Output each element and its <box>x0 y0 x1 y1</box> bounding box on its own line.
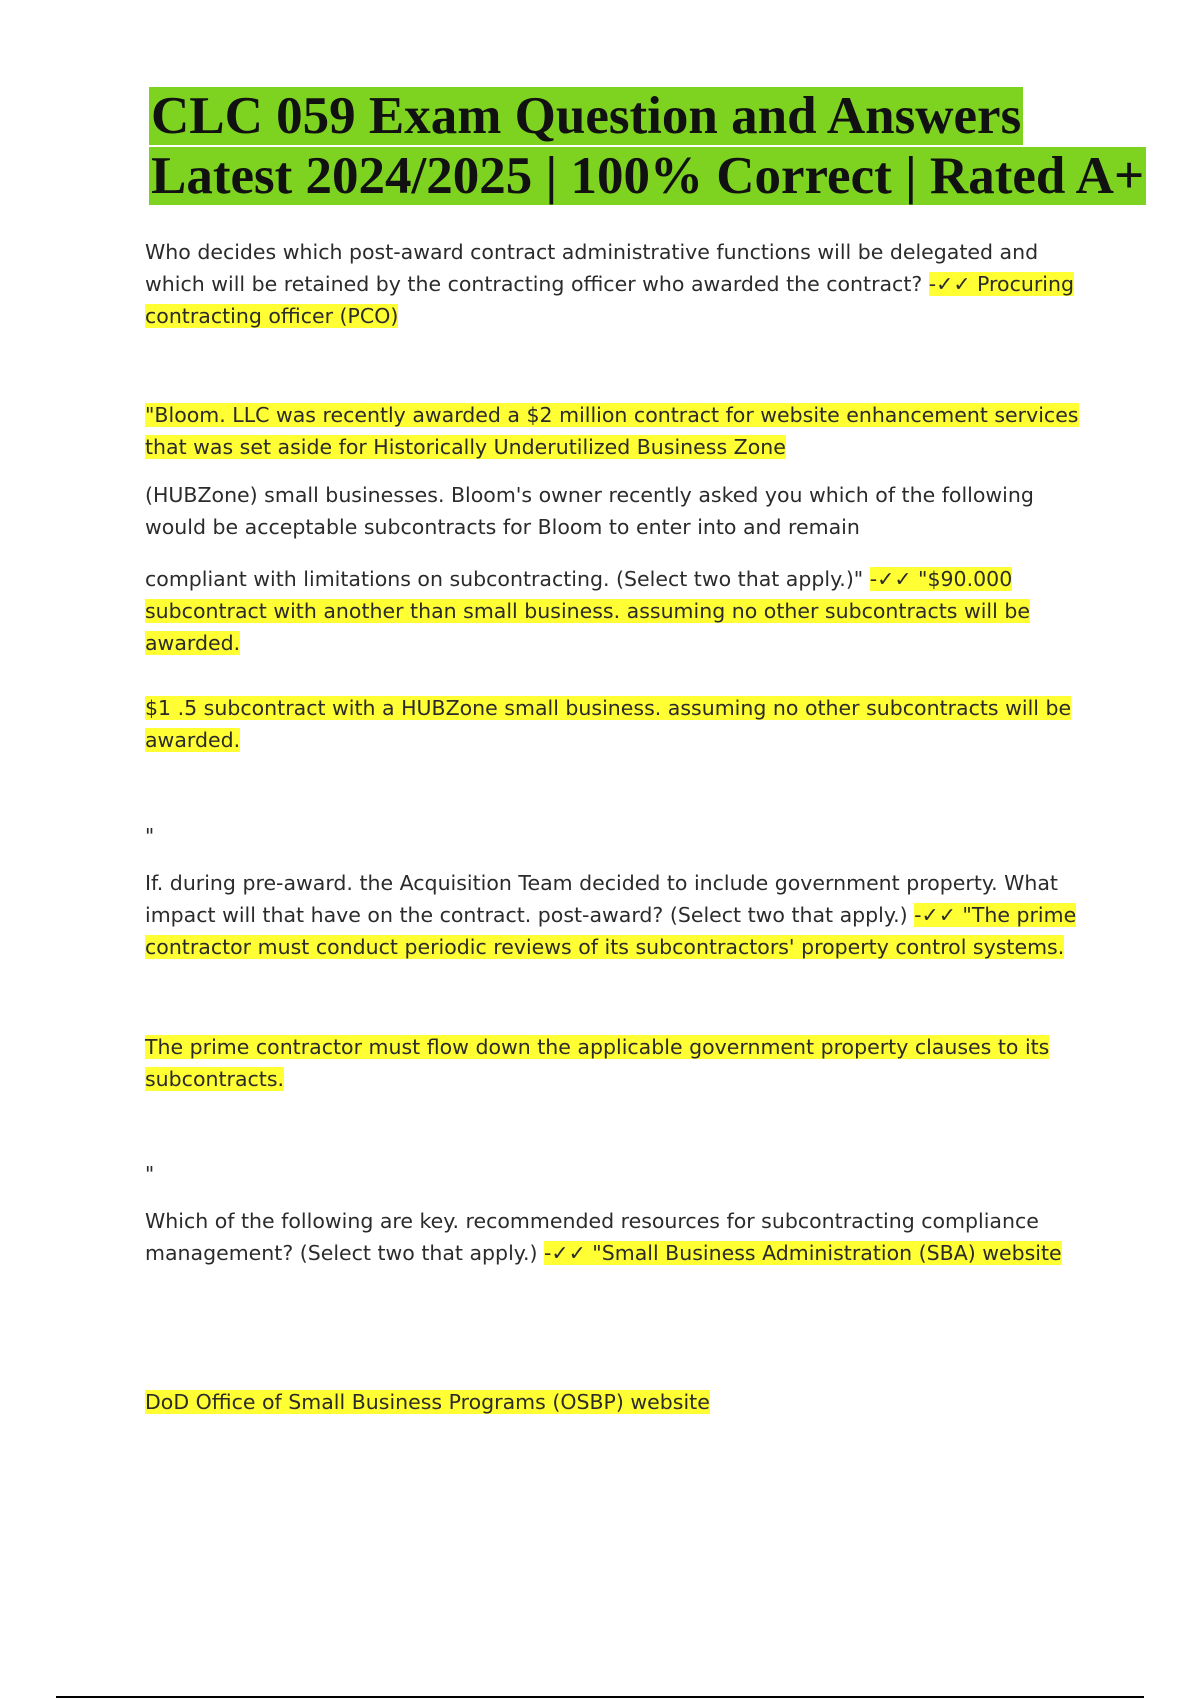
document-title <box>149 86 1169 206</box>
title-highlight: CLC 059 Exam Question and Answers Latest 2024/2025 | 100% Correct | Rated A+ <box>151 87 1145 205</box>
question-4-answer-2 <box>145 1386 1095 1418</box>
question-1-text: Who decides which post-award contract administrative functions will be delegated and which will be retained by the contracting officer who awarded the contract? <box>145 240 1039 296</box>
question-2-answer-1-text: "$90.000 subcontract with another than small business. assuming no other subcontracts will be awarded. <box>145 567 1030 655</box>
double-check-icon: -✓✓ <box>544 1241 593 1265</box>
question-3-closing-quote: " <box>145 1162 155 1186</box>
question-4 <box>145 1205 1095 1269</box>
question-4-answer-1 <box>544 1241 1062 1265</box>
question-3-answer-2-text: The prime contractor must flow down the applicable government property clauses to its subcontracts. <box>145 1035 1050 1091</box>
double-check-icon: -✓✓ <box>914 903 963 927</box>
question-3-text: If. during pre-award. the Acquisition Team decided to include government property. What impact will that have on the contract. post-award? (Select two that apply.) <box>145 871 1058 927</box>
question-2-closing-quote: " <box>145 824 155 848</box>
question-2-answer-2-text: $1 .5 subcontract with a HUBZone small business. assuming no other subcontracts will be awarded. <box>145 696 1072 752</box>
question-2-part-1-text: "Bloom. LLC was recently awarded a $2 million contract for website enhancement services that was set aside for Historically Underutilized Business Zone <box>145 403 1079 459</box>
question-3-answer-1-text: "The prime contractor must conduct periodic reviews of its subcontractors' property control systems. <box>145 903 1077 959</box>
footer-rule <box>56 1696 1144 1698</box>
question-3-answer-2 <box>145 1031 1095 1095</box>
double-check-icon: -✓✓ <box>869 567 919 591</box>
double-check-icon: -✓✓ <box>928 272 978 296</box>
question-4-text: Which of the following are key. recommended resources for subcontracting compliance management? (Select two that apply.) <box>145 1209 1039 1265</box>
question-2-part-3-text: compliant with limitations on subcontracting. (Select two that apply.)" <box>145 567 870 591</box>
question-3 <box>145 867 1095 963</box>
question-2-part-2 <box>145 479 1095 543</box>
question-1-answer-text: Procuring contracting officer (PCO) <box>145 272 1074 328</box>
question-1 <box>145 236 1095 332</box>
question-4-answer-1-text: "Small Business Administration (SBA) website <box>592 1241 1062 1265</box>
question-2-part-2-text: (HUBZone) small businesses. Bloom's owner recently asked you which of the following would be acceptable subcontracts for Bloom to enter into and remain <box>145 483 1034 539</box>
question-2-answer-2 <box>145 692 1095 756</box>
question-2-part-3 <box>145 563 1095 659</box>
question-2-part-1 <box>145 399 1095 463</box>
question-4-answer-2-text: DoD Office of Small Business Programs (OSBP) website <box>145 1390 710 1414</box>
